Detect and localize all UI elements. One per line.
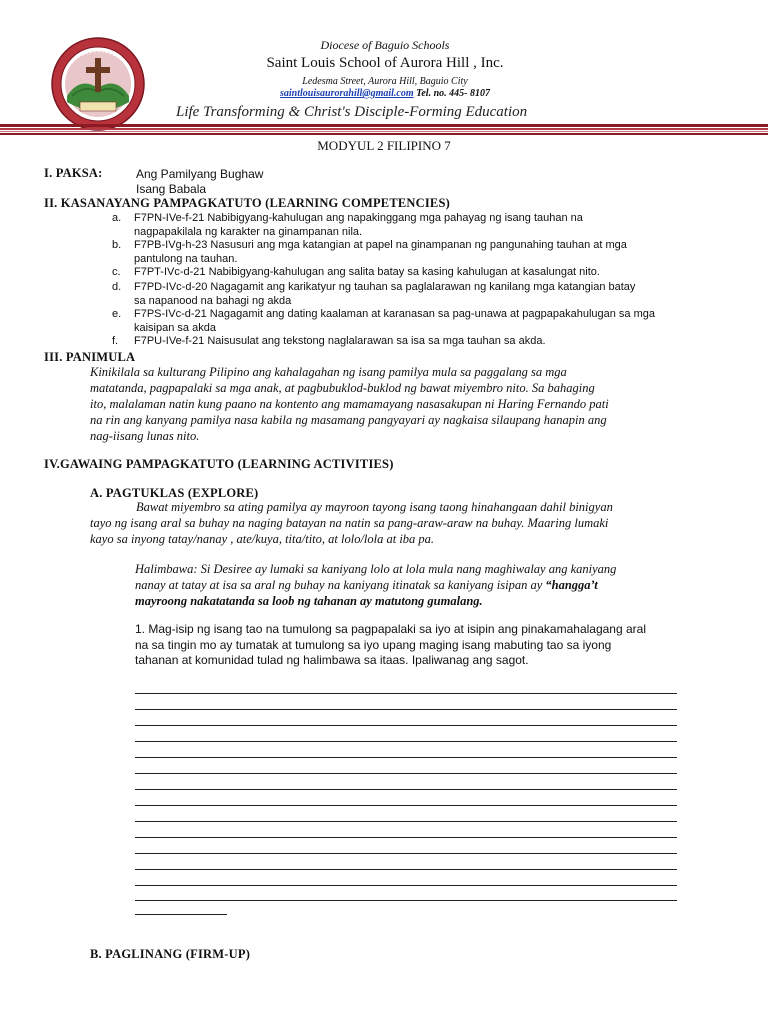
paksa-title: Ang Pamilyang Bughaw [136, 167, 264, 181]
competency-item [112, 239, 732, 267]
answer-line-end[interactable] [135, 914, 227, 915]
explore-paragraph: Bawat miyembro sa ating pamilya ay mayroon tayong isang taong hinahangaan dahil binigyan tayo ng isang aral sa buhay na naging batayan na natin sa pang-araw-araw na buhay. Maaring lumaki kayo sa inyong tatay/nanay , ate/kuya, tita/tito, at lolo/lola at iba pa. [90, 500, 613, 546]
school-name: Saint Louis School of Aurora Hill , Inc. [266, 55, 504, 71]
answer-line[interactable] [135, 773, 677, 774]
diocese-name: Diocese of Baguio Schools [320, 38, 450, 52]
header-divider [0, 131, 768, 132]
panimula-paragraph: Kinikilala sa kulturang Pilipino ang kahalagahan ng isang pamilya mula sa paggalang sa mga matatanda, pagpapalaki sa mga anak, at pagbubuklod-buklod ng bawat miyembro nito. Sa bahaging ito, malalaman natin kung paano na kontento ang mamamayang nasasakupan ni Haring Fernando pati na rin ang kanyang pamilya nasa kabila ng masamang pangyayari ay nagkaisa silaupang hanapin ang nag-iisang lunas nito. [90, 365, 609, 443]
example-paragraph: Halimbawa: Si Desiree ay lumaki sa kaniyang lolo at lola mula nang maghiwalay ang kaniyang nanay at tatay at isa sa aral ng buhay na kaniyang itinatak sa kaniyang isipan ay “hangga’t mayroong nakatatanda sa loob ng tahanan ay matutong gumalang. [135, 562, 617, 608]
competencies-heading: II. KASANAYANG PAMPAGKATUTO (LEARNING COMPETENCIES) [44, 196, 450, 210]
school-contact [150, 88, 620, 99]
competency-label: c. [112, 266, 121, 278]
explore-heading: A. PAGTUKLAS (EXPLORE) [90, 486, 259, 500]
paksa-subtitle: Isang Babala [136, 182, 207, 196]
header-divider [0, 133, 768, 135]
answer-line[interactable] [135, 805, 677, 806]
answer-line[interactable] [135, 869, 677, 870]
competency-text: F7PU-IVe-f-21 Naisusulat ang tekstong naglalarawan sa isa sa mga tauhan sa akda. [134, 335, 546, 347]
competency-item [112, 308, 732, 336]
competency-item [112, 212, 732, 240]
school-logo [50, 36, 146, 132]
answer-line[interactable] [135, 900, 677, 901]
answer-line[interactable] [135, 709, 677, 710]
competency-text: F7PD-IVc-d-20 Nagagamit ang karikatyur ng tauhan sa paglalarawan ng kanilang mga katangian batay sa napanood na bahagi ng akda [134, 281, 636, 307]
answer-line[interactable] [135, 725, 677, 726]
module-title: MODYUL 2 FILIPINO 7 [317, 138, 451, 153]
competency-text: F7PS-IVc-d-21 Nagagamit ang dating kaalaman at karanasan sa pag-unawa at pagpapakahulugan sa mga kaisipan sa akda [134, 308, 656, 334]
panimula-heading: III. PANIMULA [44, 350, 136, 364]
question-1: 1. Mag-isip ng isang tao na tumulong sa pagpapalaki sa iyo at isipin ang pinakamahalagang aral na sa tingin mo ay tumatak at tumulong sa iyo upang maging isang mabuting tao sa iyong tahanan at komunidad tulad ng halimbawa sa itaas. Ipaliwanag ang sagot. [135, 622, 647, 667]
competency-text: F7PB-IVg-h-23 Nasusuri ang mga katangian at papel na ginampanan ng pangunahing tauhan at mga pantulong na tauhan. [134, 239, 627, 265]
answer-line[interactable] [135, 853, 677, 854]
answer-line[interactable] [135, 885, 677, 886]
answer-line[interactable] [135, 821, 677, 822]
competency-item [112, 266, 732, 280]
answer-line[interactable] [135, 741, 677, 742]
competency-text: F7PN-IVe-f-21 Nabibigyang-kahulugan ang napakinggang mga pahayag ng isang tauhan na nagpapakilala ng karakter na ginampanan nila. [134, 212, 583, 238]
paksa-label: I. PAKSA: [44, 166, 103, 180]
activities-heading: IV.GAWAING PAMPAGKATUTO (LEARNING ACTIVITIES) [44, 457, 394, 471]
answer-line[interactable] [135, 789, 677, 790]
school-email-link[interactable]: saintlouisaurorahill@gmail.com [280, 88, 414, 99]
competency-item [112, 335, 732, 349]
competency-label: a. [112, 212, 122, 224]
competency-text: F7PT-IVc-d-21 Nabibigyang-kahulugan ang salita batay sa kasing kahulugan at kasalungat nito. [134, 266, 600, 278]
header-divider [0, 124, 768, 127]
competency-item [112, 281, 732, 309]
competency-label: b. [112, 239, 122, 251]
competency-label: d. [112, 281, 122, 293]
school-motto: Life Transforming & Christ's Disciple-Forming Education [176, 104, 528, 120]
competency-label: f. [112, 335, 119, 347]
answer-line[interactable] [135, 757, 677, 758]
school-address: Ledesma Street, Aurora Hill, Baguio City [302, 76, 468, 87]
header-divider [0, 128, 768, 130]
school-header [150, 38, 620, 99]
answer-line[interactable] [135, 693, 677, 694]
school-telephone: Tel. no. 445- 8107 [413, 88, 490, 99]
competency-label: e. [112, 308, 122, 320]
answer-line[interactable] [135, 837, 677, 838]
firmup-heading: B. PAGLINANG (FIRM-UP) [90, 947, 251, 961]
